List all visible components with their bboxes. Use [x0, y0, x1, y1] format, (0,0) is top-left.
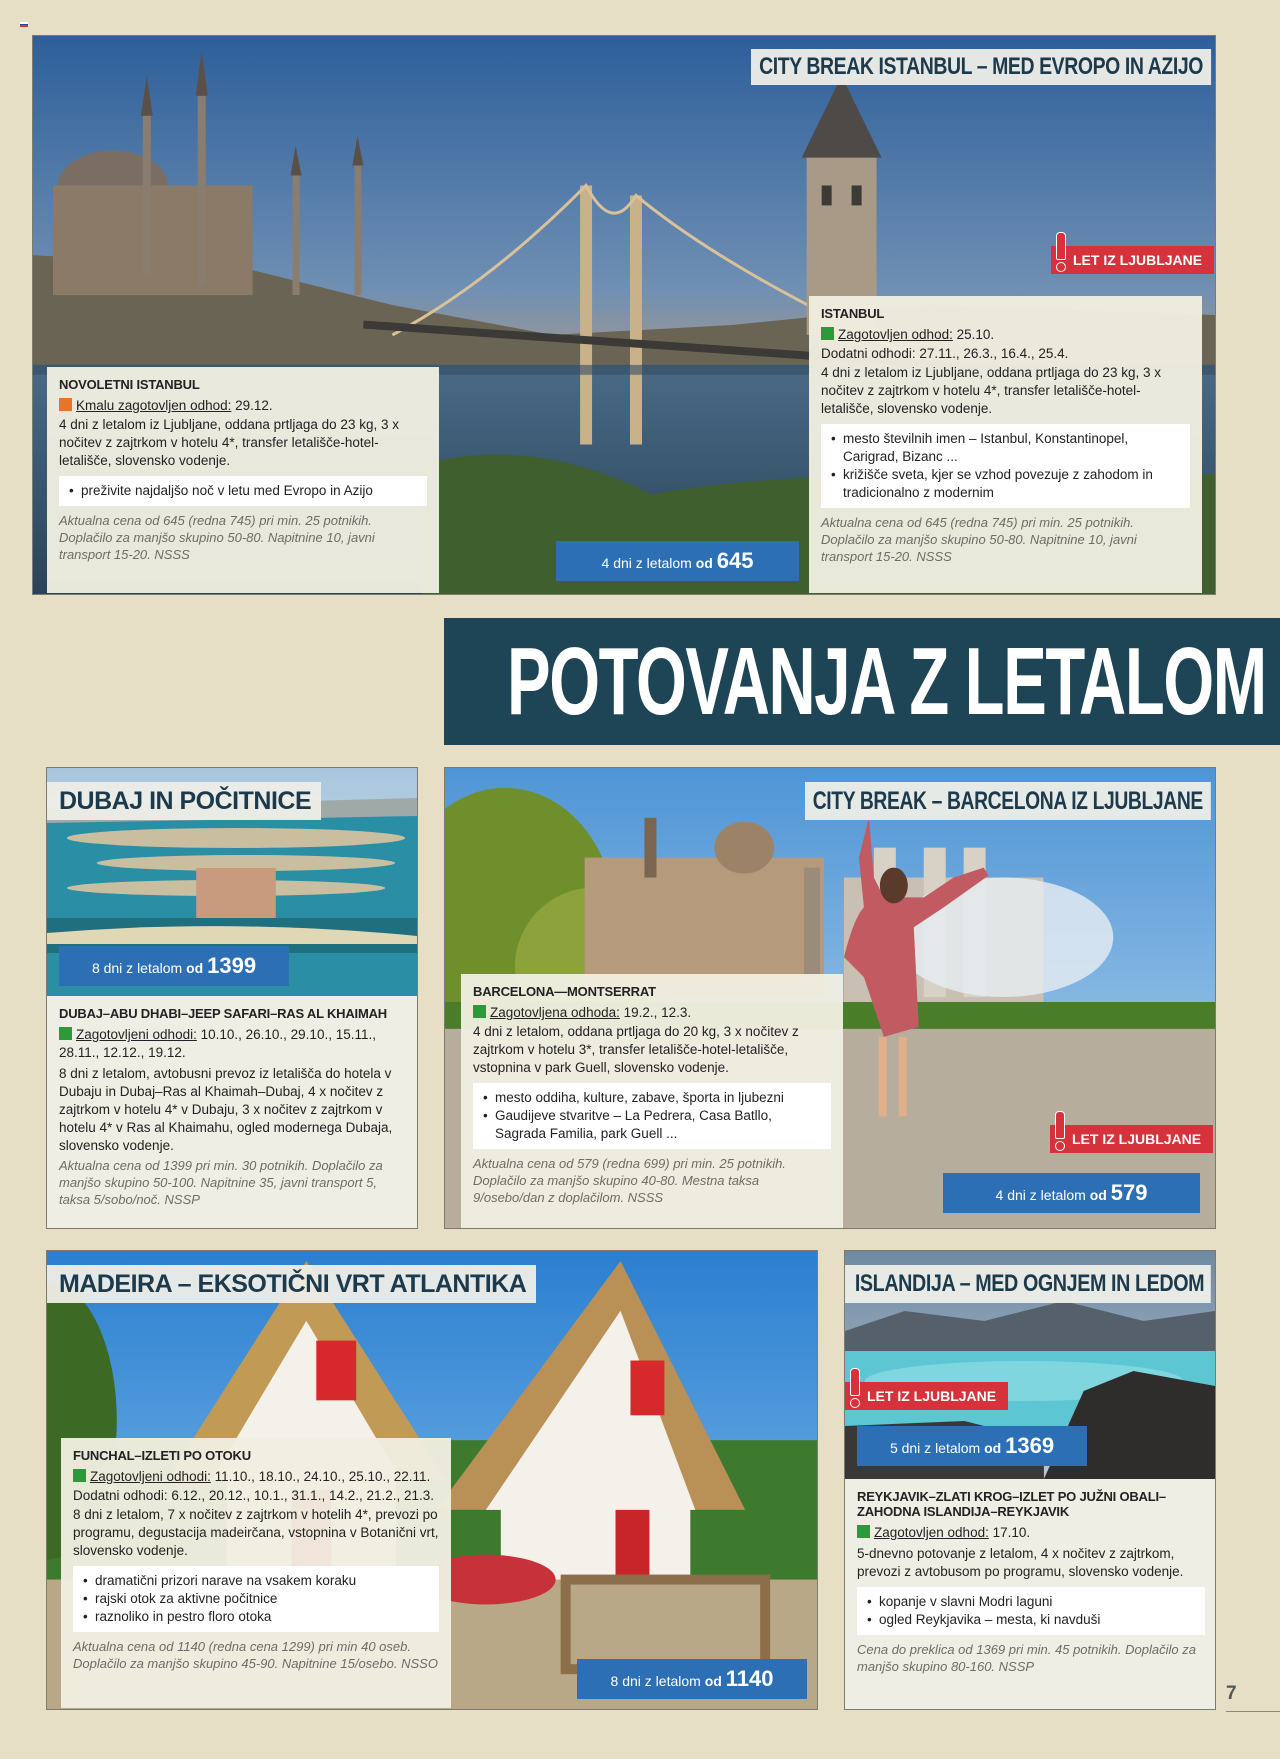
highlights-list [821, 424, 1190, 508]
barcelona-flight-flag: LET IZ LJUBLJANE [1050, 1125, 1213, 1153]
flag-icon [20, 22, 28, 27]
description: 4 dni z letalom, oddana prtljaga do 20 kg, 3 x nočitev z zajtrkom v hotelu 3*, transfer letališče-hotel-letališče, vstopnina v park Guell, slovensko vodenje. [473, 1024, 799, 1075]
list-item: • kopanje v slavni Modri laguni [867, 1593, 1195, 1611]
section-title: POTOVANJA Z LETALOM [507, 628, 1266, 735]
description: 8 dni z letalom, avtobusni prevoz iz letališča do hotela v Dubaju in Dubaj–Ras al Khaimah–Dubaj, 4 x nočitev z zajtrkom v hotelu 4* v Dubaju, 3 x nočitev z zajtrkom v hotelu 4* v Ras al Khaimahu, ogled modernega Dubaja, slovensko vodenje. [59, 1066, 393, 1153]
list-item: • Gaudijeve stvaritve – La Pedrera, Casa Batllo, Sagrada Familia, park Guell ... [483, 1107, 821, 1143]
price-note: Aktualna cena od 645 (redna 745) pri min. 25 potnikih. Doplačilo za manjšo skupino 50-80. Napitnine 10, javni transport 15-20. NSSS [821, 515, 1137, 564]
section-banner [444, 618, 1280, 745]
departure-line: Zagotovljen odhod: 17.10. [857, 1524, 1205, 1542]
status-square-icon [59, 398, 72, 411]
iceland-card [844, 1250, 1216, 1710]
iceland-title: ISLANDIJA – MED OGNJEM IN LEDOM [845, 1265, 1211, 1303]
box-heading: ISTANBUL [821, 306, 885, 321]
madeira-box [61, 1438, 451, 1708]
barcelona-box [461, 974, 843, 1229]
price-note: Aktualna cena od 645 (redna 745) pri min. 25 potnikih. Doplačilo za manjšo skupino 50-80. Napitnine 10, javni transport 15-20. NSSS [59, 513, 375, 562]
description: 4 dni z letalom iz Ljubljane, oddana prtljaga do 23 kg, 3 x nočitev z zajtrkom v hotelu 4*, transfer letališče-hotel-letališče, slovensko vodenje. [59, 417, 399, 468]
dubai-price-badge: 8 dni z letalom od 1399 [59, 946, 289, 986]
madeira-title: MADEIRA – EKSOTIČNI VRT ATLANTIKA [47, 1265, 536, 1303]
istanbul-price-badge: 4 dni z letalom od 645 [556, 541, 799, 581]
list-item: • ogled Reykjavika – mesta, ki navduši [867, 1611, 1195, 1629]
box-heading: REYKJAVIK–ZLATI KROG–IZLET PO JUŽNI OBALI–ZAHODNA ISLANDIJA–REYKJAVIK [857, 1489, 1166, 1519]
status-square-icon [857, 1525, 870, 1538]
list-item: • dramatični prizori narave na vsakem koraku [83, 1572, 429, 1590]
page-number: 7 [1226, 1683, 1237, 1704]
status-square-icon [473, 1005, 486, 1018]
description: 5-dnevno potovanje z letalom, 4 x nočitev z zajtrkom, prevozi z avtobusom po programu, slovensko vodenje. [857, 1546, 1184, 1579]
barcelona-price-badge: 4 dni z letalom od 579 [943, 1173, 1200, 1213]
exclamation-icon [1055, 232, 1065, 274]
dubai-box [47, 1000, 418, 1229]
istanbul-box [809, 296, 1202, 593]
list-item: • mesto oddiha, kulture, zabave, športa in ljubezni [483, 1089, 821, 1107]
price-note: Aktualna cena od 1399 pri min. 30 potnikih. Doplačilo za manjšo skupino 50-100. Napitnine 35, javni transport 5, taksa 5/sobo/noč. NSSP [59, 1158, 383, 1207]
dubai-title: DUBAJ IN POČITNICE [47, 782, 321, 820]
highlights-list [857, 1587, 1205, 1635]
istanbul-title: CITY BREAK ISTANBUL – MED EVROPO IN AZIJO [751, 49, 1211, 85]
description: 4 dni z letalom iz Ljubljane, oddana prtljaga do 23 kg, 3 x nočitev z zajtrkom v hotelu 4*, transfer letališče-hotel-letališče, slovensko vodenje. [821, 365, 1161, 416]
price-note: Cena do preklica od 1369 pri min. 45 potnikih. Doplačilo za manjšo skupino 80-160. NSSP [857, 1642, 1196, 1674]
price-note: Aktualna cena od 579 (redna 699) pri min. 25 potnikih. Doplačilo za manjšo skupino 40-80. Mestna taksa 9/osebo/dan z doplačilom. NSSS [473, 1156, 786, 1205]
exclamation-icon [1054, 1111, 1064, 1153]
box-heading: FUNCHAL–IZLETI PO OTOKU [73, 1448, 251, 1463]
extra-departures: Dodatni odhodi: 6.12., 20.12., 10.1., 31.1., 14.2., 21.2., 21.3. [73, 1488, 435, 1503]
list-item: • križišče sveta, kjer se vzhod povezuje z zahodom in tradicionalno z modernim [831, 466, 1180, 502]
departure-line: Zagotovljena odhoda: 19.2., 12.3. [473, 1004, 831, 1022]
highlights-list [73, 1566, 439, 1632]
iceland-box [845, 1483, 1216, 1710]
istanbul-flight-flag: LET IZ LJUBLJANE [1051, 246, 1214, 274]
istanbul-newyear-box [47, 367, 439, 593]
box-heading: BARCELONA—MONTSERRAT [473, 984, 656, 999]
box-heading: DUBAJ–ABU DHABI–JEEP SAFARI–RAS AL KHAIMAH [59, 1006, 387, 1021]
exclamation-icon [849, 1368, 859, 1410]
page-number-rule [1226, 1711, 1280, 1712]
list-item: • rajski otok za aktivne počitnice [83, 1590, 429, 1608]
price-note: Aktualna cena od 1140 (redna cena 1299) pri min 40 oseb. Doplačilo za manjšo skupino 45-90. Napitnine 15/osebo. NSSO [73, 1639, 438, 1671]
highlights-list [59, 476, 427, 506]
departure-line: Kmalu zagotovljen odhod: 29.12. [59, 397, 427, 415]
istanbul-card [32, 35, 1216, 595]
status-square-icon [59, 1027, 72, 1040]
barcelona-card [444, 767, 1216, 1229]
list-item: • raznoliko in pestro floro otoka [83, 1608, 429, 1626]
departure-line: Zagotovljeni odhodi: 10.10., 26.10., 29.10., 15.11., 28.11., 12.12., 19.12. [59, 1027, 376, 1060]
box-heading: NOVOLETNI ISTANBUL [59, 377, 200, 392]
dubai-card [46, 767, 418, 1229]
departure-line: Zagotovljen odhod: 25.10. [821, 326, 1190, 344]
iceland-price-badge: 5 dni z letalom od 1369 [857, 1426, 1087, 1466]
list-item: • preživite najdaljšo noč v letu med Evropo in Azijo [69, 482, 417, 500]
status-square-icon [73, 1469, 86, 1482]
madeira-price-badge: 8 dni z letalom od 1140 [577, 1659, 807, 1699]
extra-departures: Dodatni odhodi: 27.11., 26.3., 16.4., 25.4. [821, 346, 1069, 361]
list-item: • mesto številnih imen – Istanbul, Konstantinopel, Carigrad, Bizanc ... [831, 430, 1180, 466]
highlights-list [473, 1083, 831, 1149]
madeira-card [46, 1250, 818, 1710]
status-square-icon [821, 327, 834, 340]
description: 8 dni z letalom, 7 x nočitev z zajtrkom v hotelih 4*, prevozi po programu, degustacija madeirčana, vstopnina v Botanični vrt, slovensko vodenje. [73, 1507, 439, 1558]
barcelona-title: CITY BREAK – BARCELONA IZ LJUBLJANE [805, 782, 1211, 820]
iceland-flight-flag: LET IZ LJUBLJANE [845, 1382, 1008, 1410]
departure-line: Zagotovljeni odhodi: 11.10., 18.10., 24.10., 25.10., 22.11. [73, 1468, 439, 1486]
